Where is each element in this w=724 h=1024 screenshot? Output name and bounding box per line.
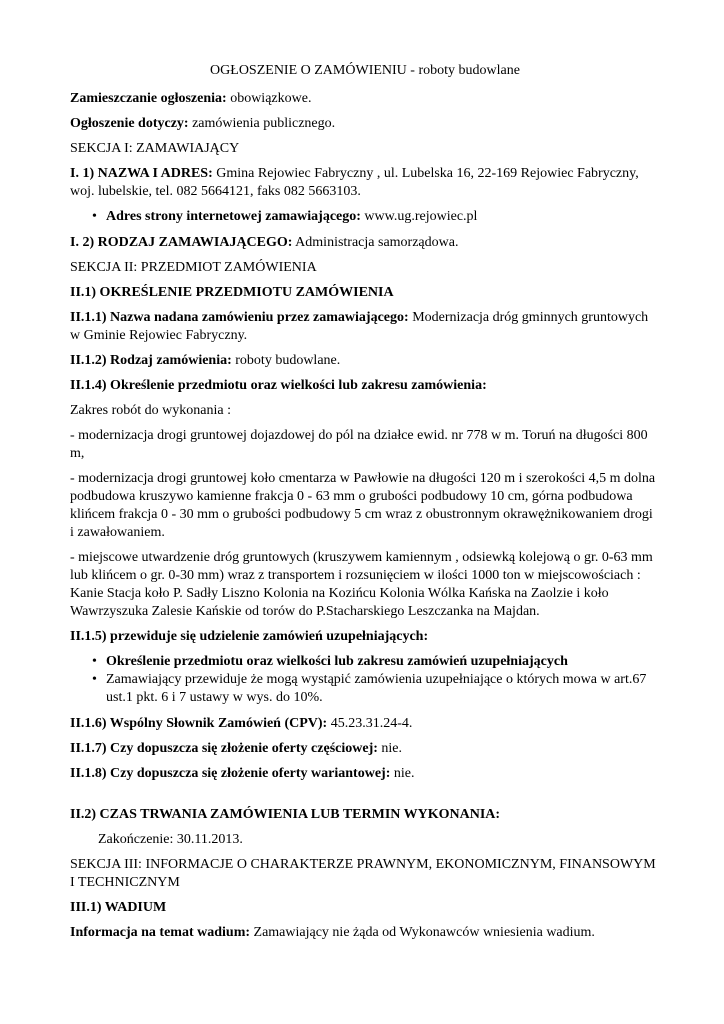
completion-date: Zakończenie: 30.11.2013. [98, 832, 243, 847]
variant-offer-label: II.1.8) Czy dopuszcza się złożenie oferty wariantowej: [70, 766, 391, 781]
variant-offer-value: nie. [390, 766, 415, 781]
supplementary-heading [70, 628, 660, 646]
variant-offer [70, 765, 660, 783]
section-2-heading: SEKCJA II: PRZEDMIOT ZAMÓWIENIA [70, 260, 317, 275]
section-3-heading: SEKCJA III: INFORMACJE O CHARAKTERZE PRAWNYM, EKONOMICZNYM, FINANSOWYM I TECHNICZNYM [70, 857, 656, 890]
bid-bond-info [70, 924, 660, 942]
notice-subject-label: Ogłoszenie dotyczy: [70, 116, 189, 131]
document-page [70, 62, 660, 949]
partial-offer [70, 740, 660, 758]
name-address [70, 165, 660, 201]
scope-item-2: - modernizacja drogi gruntowej koło cmentarza w Pawłowie na długości 120 m i szerokości 4,5 m dolna podbudowa kruszywo kamienne frakcja 0 - 63 mm o grubości podbudowy 10 cm, górna podbudowa klińcem frakcja 0 - 30 mm o grubości podbudowy 5 cm wraz z obustronnym okrawężnikowaniem drogi i zawałowaniem. [70, 471, 656, 540]
cpv-code [70, 715, 660, 733]
scope-item-3: - miejscowe utwardzenie dróg gruntowych (kruszywem kamiennym , odsiewką kolejową o gr. 0-63 mm lub klińcem o gr. 0-30 mm) wraz z transportem i rozsunięciem w ilości 1000 ton w miejscowościach : Kanie Stacja koło P. Sadły Liszno Kolonia na Kozińcu Kolonia Wólka Kańska na Zaolzie i koło Wawrzyszuka Zalesie Kańskie od torów do P.Stacharskiego Leszczanka na Majdan. [70, 550, 653, 619]
subject-definition-heading [70, 284, 660, 302]
contract-name-value: Modernizacja dróg gminnych gruntowych w Gminie Rejowiec Fabryczny. [70, 310, 649, 343]
scope-intro: Zakres robót do wykonania : [70, 403, 231, 418]
contract-name-label: II.1.1) Nazwa nadana zamówieniu przez zamawiającego: [70, 310, 409, 325]
supplementary-heading-text: II.1.5) przewiduje się udzielenie zamówień uzupełniających: [70, 629, 429, 644]
supplementary-item-2: • Zamawiający przewiduje że mogą wystąpić zamówienia uzupełniające o których mowa w art.67 ust.1 pkt. 6 i 7 ustawy w wys. do 10%. [94, 671, 660, 707]
contracting-type [70, 234, 660, 252]
duration-heading-text: II.2) CZAS TRWANIA ZAMÓWIENIA LUB TERMIN WYKONANIA: [70, 807, 501, 822]
bid-bond-info-label: Informacja na temat wadium: [70, 925, 251, 940]
contract-name [70, 309, 660, 345]
subject-definition-heading-text: II.1) OKREŚLENIE PRZEDMIOTU ZAMÓWIENIA [70, 285, 394, 300]
cpv-label: II.1.6) Wspólny Słownik Zamówień (CPV): [70, 716, 328, 731]
name-address-label: I. 1) NAZWA I ADRES: [70, 166, 213, 181]
posting-type-value: obowiązkowe. [226, 91, 312, 106]
posting-type-label: Zamieszczanie ogłoszenia: [70, 91, 227, 106]
supplementary-item-1-text: Określenie przedmiotu oraz wielkości lub zakresu zamówień uzupełniających [106, 654, 568, 669]
contract-type-value: roboty budowlane. [231, 353, 341, 368]
notice-subject-value: zamówienia publicznego. [188, 116, 336, 131]
scope-heading [70, 377, 660, 395]
contract-type-label: II.1.2) Rodzaj zamówienia: [70, 353, 232, 368]
duration-heading [70, 806, 660, 824]
name-address-value: Gmina Rejowiec Fabryczny , ul. Lubelska 16, 22-169 Rejowiec Fabryczny, woj. lubelskie, tel. 082 5664121, faks 082 5663103. [70, 166, 639, 199]
bid-bond-heading-text: III.1) WADIUM [70, 900, 167, 915]
bid-bond-heading [70, 899, 660, 917]
website-value: www.ug.rejowiec.pl [360, 209, 478, 224]
scope-item-1: - modernizacja drogi gruntowej dojazdowej do pól na działce ewid. nr 778 w m. Toruń na długości 800 m, [70, 428, 648, 461]
document-title: OGŁOSZENIE O ZAMÓWIENIU - roboty budowlane [210, 63, 520, 78]
posting-type [70, 90, 660, 108]
bid-bond-info-value: Zamawiający nie żąda od Wykonawców wniesienia wadium. [250, 925, 595, 940]
website-list [70, 208, 660, 226]
partial-offer-value: nie. [377, 741, 403, 756]
spacer [70, 790, 660, 806]
supplementary-item-1 [94, 653, 660, 671]
contract-type [70, 352, 660, 370]
supplementary-list [70, 653, 660, 707]
contracting-type-value: Administracja samorządowa. [292, 235, 459, 250]
contracting-type-label: I. 2) RODZAJ ZAMAWIAJĄCEGO: [70, 235, 293, 250]
website-label: Adres strony internetowej zamawiającego: [106, 209, 361, 224]
section-1-heading: SEKCJA I: ZAMAWIAJĄCY [70, 141, 240, 156]
notice-subject [70, 115, 660, 133]
website-item [94, 208, 660, 226]
cpv-value: 45.23.31.24-4. [327, 716, 413, 731]
partial-offer-label: II.1.7) Czy dopuszcza się złożenie oferty częściowej: [70, 741, 378, 756]
scope-heading-text: II.1.4) Określenie przedmiotu oraz wielkości lub zakresu zamówienia: [70, 378, 487, 393]
